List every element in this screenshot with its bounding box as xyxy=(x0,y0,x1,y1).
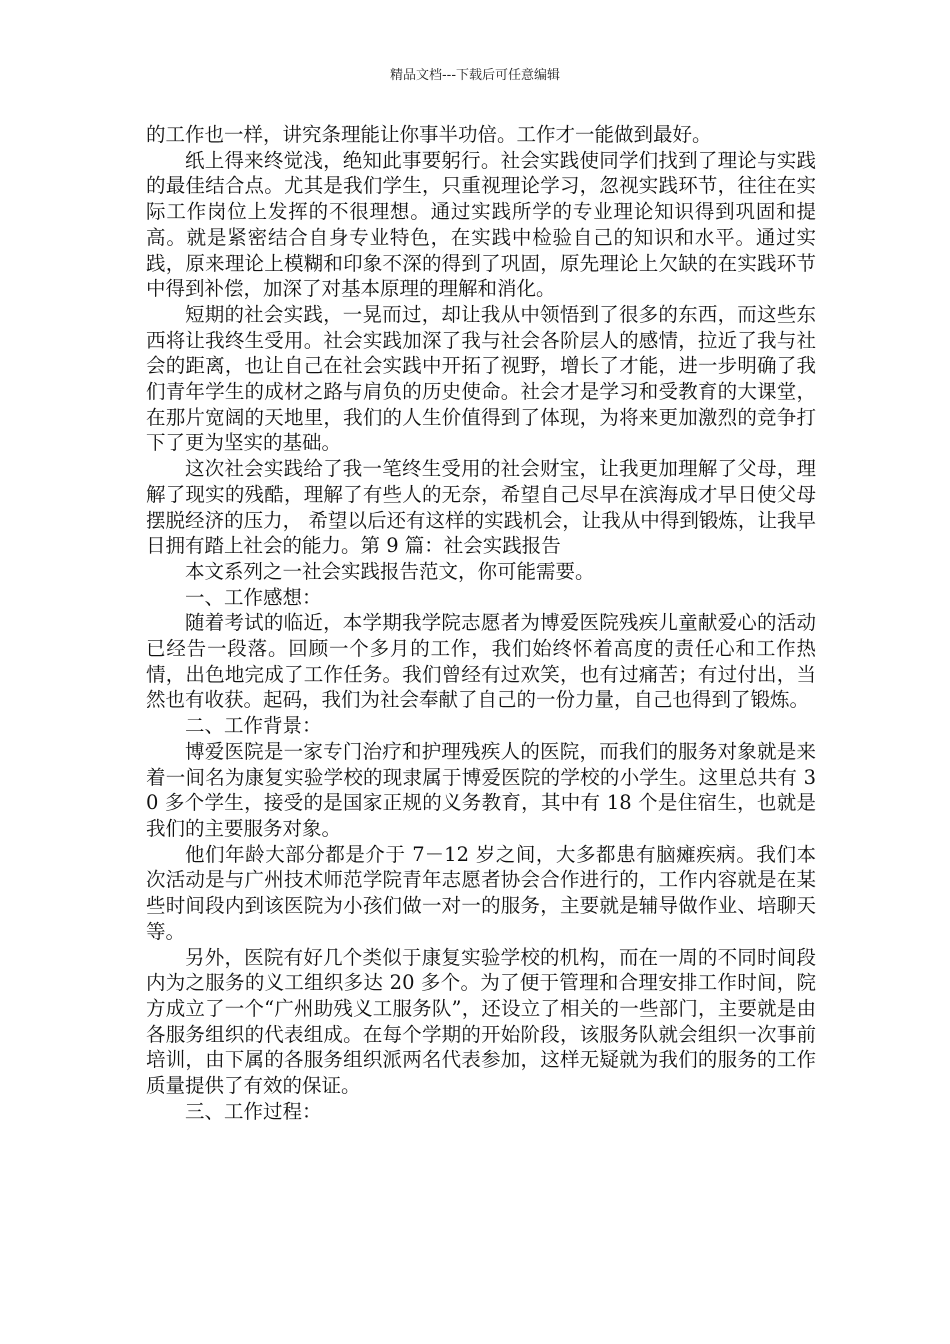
paragraph-short-practice: 短期的社会实践，一晃而过，却让我从中领悟到了很多的东西，而这些东西将让我终生受用。社会实践加深了我与社会各阶层人的感情，拉近了我与社会的距离，也让自己在社会实践中开拓了视野，增长了才能，进一步明确了我们青年学生的成材之路与肩负的历史使命。社会才是学习和受教育的大课堂，在那片宽阔的天地里，我们的人生价值得到了体现，为将来更加激烈的竞争打下了更为坚实的基础。 xyxy=(146,302,816,455)
paragraph-age: 他们年龄大部分都是介于 7－12 岁之间，大多都患有脑瘫疾病。我们本次活动是与广州技术师范学院青年志愿者协会合作进行的，工作内容就是在某些时间段内到该医院为小孩们做一对一的服务，主要就是辅导做作业、培聊天等。 xyxy=(146,842,816,943)
page-header: 精品文档---下载后可任意编辑 xyxy=(389,68,561,83)
section-heading-background: 二、工作背景： xyxy=(185,714,322,738)
document-body xyxy=(146,122,816,1124)
section-heading-process: 三、工作过程： xyxy=(185,1099,322,1123)
paragraph-organization: 另外，医院有好几个类似于康复实验学校的机构，而在一周的不同时间段内为之服务的义工组织多达 20 多个。为了便于管理和合理安排工作时间，院方成立了一个“广州助残义工服务队”，还设立了相关的一些部门，主要就是由各服务组织的代表组成。在每个学期的开始阶段，该服务队就会组织一次事前培训，由下属的各服务组织派两名代表参加，这样无疑就为我们的服务的工作质量提供了有效的保证。 xyxy=(146,945,816,1098)
paragraph-series-intro: 本文系列之一社会实践报告范文，你可能需要。 xyxy=(185,559,595,583)
paragraph-hospital: 博爱医院是一家专门治疗和护理残疾人的医院，而我们的服务对象就是来着一间名为康复实验学校的现隶属于博爱医院的学校的小学生。这里总共有 30 多个学生，接受的是国家正规的义务教育，其中有 18 个是住宿生，也就是我们的主要服务对象。 xyxy=(146,739,816,840)
paragraph-treasure: 这次社会实践给了我一笔终生受用的社会财宝，让我更加理解了父母，理解了现实的残酷，理解了有些人的无奈，希望自己尽早在滨海成才早日使父母摆脱经济的压力， 希望以后还有这样的实践机会，让我从中得到锻炼，让我早日拥有踏上社会的能力。第 9 篇：社会实践报告 xyxy=(146,457,816,558)
paragraph-practice-theory: 纸上得来终觉浅，绝知此事要躬行。社会实践使同学们找到了理论与实践的最佳结合点。尤其是我们学生，只重视理论学习，忽视实践环节，往往在实际工作岗位上发挥的不很理想。通过实践所学的专业理论知识得到巩固和提高。就是紧密结合自身专业特色，在实践中检验自己的知识和水平。通过实践，原来理论上模糊和印象不深的得到了巩固，原先理论上欠缺的在实践环节中得到补偿，加深了对基本原理的理解和消化。 xyxy=(146,148,816,301)
section-heading-feelings: 一、工作感想： xyxy=(185,585,322,609)
paragraph-continuation: 的工作也一样，讲究条理能让你事半功倍。工作才一能做到最好。 xyxy=(146,123,712,146)
paragraph-feelings: 随着考试的临近，本学期我学院志愿者为博爱医院残疾儿童献爱心的活动已经告一段落。回顾一个多月的工作，我们始终怀着高度的责任心和工作热情，出色地完成了工作任务。我们曾经有过欢笑，也有过痛苦；有过付出，当然也有收获。起码，我们为社会奉献了自己的一份力量，自己也得到了锻炼。 xyxy=(146,611,816,712)
